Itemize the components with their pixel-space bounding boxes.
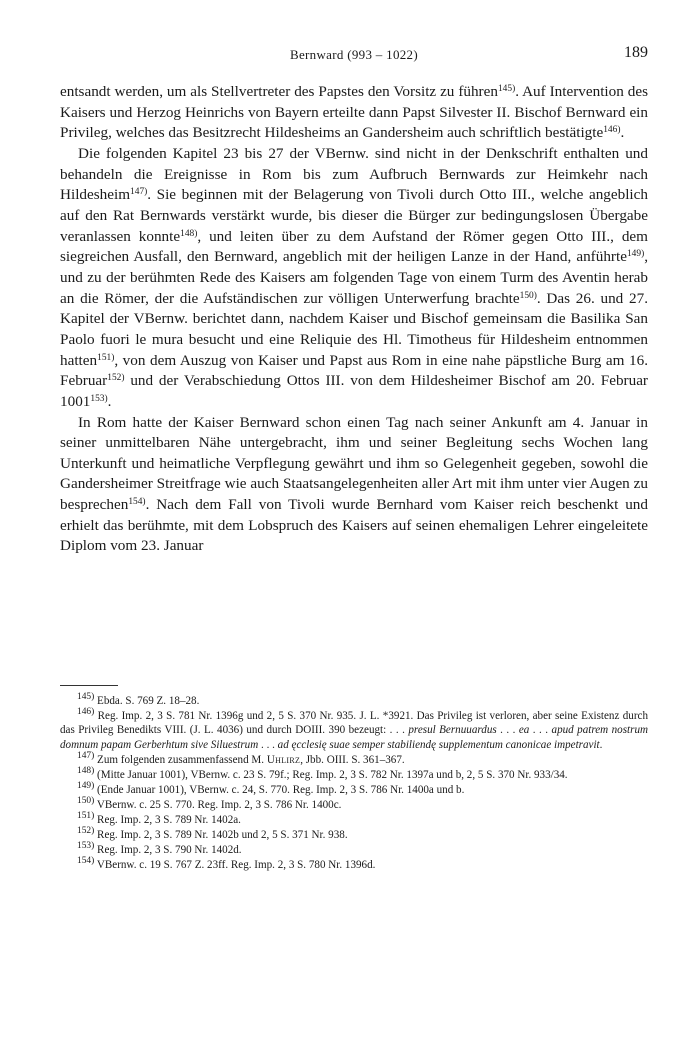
body-paragraph xyxy=(60,82,648,144)
running-title: Bernward (993 – 1022) xyxy=(290,47,418,62)
text-run: Reg. Imp. 2, 3 S. 789 Nr. 1402b und 2, 5 S. 371 Nr. 938. xyxy=(94,828,348,841)
text-run: , von dem Auszug von Kaiser und Papst aus Rom in eine nahe päpstliche Burg am 16. Februar xyxy=(60,351,648,390)
text-run: VBernw. c. 25 S. 770. Reg. Imp. 2, 3 S. 786 Nr. 1400c. xyxy=(94,798,342,811)
footnote-reference: 152) xyxy=(107,373,125,384)
italic-quotation: presul Bernuuardus xyxy=(408,724,497,737)
text-run: und der Verabschiedung Ottos III. von dem Hildesheimer Bischof am 20. Februar 1001 xyxy=(60,372,648,410)
main-text xyxy=(60,82,648,557)
text-run: VBernw. c. 19 S. 767 Z. 23ff. Reg. Imp. 2, 3 S. 780 Nr. 1396d. xyxy=(94,858,376,871)
footnote-number: 154) xyxy=(77,855,95,866)
text-run: . xyxy=(107,392,112,410)
footnote xyxy=(60,765,648,782)
text-run: Die folgenden Kapitel 23 bis 27 der VBernw. sind nicht in der Denkschrift enthalten und behandeln die Ereignisse in Rom bis zum Aufbruch Bernwards zur Heimkehr nach Hildesheim xyxy=(60,144,648,204)
footnote xyxy=(60,691,648,708)
footnote xyxy=(60,706,649,752)
text-run: . . . xyxy=(258,738,278,751)
author-name: Uhlirz xyxy=(266,753,301,766)
footnote-number: 150) xyxy=(77,795,95,806)
text-run: . . . xyxy=(496,724,519,737)
text-run: Reg. Imp. 2, 3 S. 781 Nr. 1396g und 2, 5 S. 370 Nr. 935. J. L. *3921. Das Privileg ist verloren, aber seine Existenz durch das Privileg Benedikts VIII. (J. L. 4036) und durch DOIII. 390 bezeugt: . . . xyxy=(60,710,648,737)
text-run: Reg. Imp. 2, 3 S. 790 Nr. 1402d. xyxy=(94,843,242,856)
text-run: . Auf Intervention des Kaisers und Herzog Heinrichs von Bayern erteilte dann Papst Silvester II. Bischof Bernward ein Privileg, welches das Besitzrecht Hildesheims an Gandersheim auch schriftlich bestätigte xyxy=(60,83,648,142)
running-header xyxy=(60,44,648,66)
italic-quotation: ad ęcclesię suae semper stabiliendę supplementum canonicae impetravit xyxy=(277,738,600,751)
body-paragraph xyxy=(60,413,648,558)
text-run: (Mitte Januar 1001), VBernw. c. 23 S. 79f.; Reg. Imp. 2, 3 S. 782 Nr. 1397a und b, 2, 5 S. 370 Nr. 933/34. xyxy=(94,768,568,781)
footnote xyxy=(60,750,648,767)
text-run: , Jbb. OIII. S. 361–367. xyxy=(300,753,405,766)
footnote-number: 147) xyxy=(77,750,95,761)
footnote-number: 148) xyxy=(77,765,95,776)
footnote xyxy=(60,780,648,797)
footnote-reference: 154) xyxy=(128,496,146,507)
text-run: entsandt werden, um als Stellvertreter des Papstes den Vorsitz zu führen xyxy=(60,83,498,100)
text-run: , und zu der berühmten Rede des Kaisers am folgenden Tage von einem Turm des Aventin herab an die Römer, der die Aufständischen zur völligen Unterwerfung brachte xyxy=(60,248,648,307)
footnote xyxy=(60,855,648,872)
footnote-reference: 146) xyxy=(603,125,621,136)
text-run: , und leiten über zu dem Aufstand der Römer gegen Otto III., dem siegreichen Ausfall, den Bernward, angeblich mit der heiligen Lanze in der Hand, anführte xyxy=(60,227,648,266)
text-run: Zum folgenden zusammenfassend M. xyxy=(94,753,267,766)
footnote-reference: 149) xyxy=(626,249,645,260)
footnotes xyxy=(60,691,649,873)
footnote-number: 149) xyxy=(77,780,95,791)
footnote-reference: 151) xyxy=(97,352,115,363)
footnote xyxy=(60,810,648,827)
footnote-number: 151) xyxy=(77,810,95,821)
page-number: 189 xyxy=(624,44,648,61)
footnote-reference: 148) xyxy=(180,228,198,239)
text-run: . . . xyxy=(529,724,552,737)
footnote-reference: 147) xyxy=(130,187,148,198)
footnote-reference: 145) xyxy=(497,83,516,94)
footnote-separator xyxy=(60,685,118,686)
text-run: Ebda. S. 769 Z. 18–28. xyxy=(94,695,200,707)
footnote-number: 145) xyxy=(77,691,95,702)
text-run: (Ende Januar 1001), VBernw. c. 24, S. 770. Reg. Imp. 2, 3 S. 786 Nr. 1400a und b. xyxy=(94,783,465,796)
text-run: Reg. Imp. 2, 3 S. 789 Nr. 1402a. xyxy=(94,813,241,826)
footnote-reference: 150) xyxy=(519,290,537,301)
text-run: . Nach dem Fall von Tivoli wurde Bernhard vom Kaiser reich beschenkt und erhielt das berühmte, mit dem Lobspruch des Kaisers auf seinen ehemaligen Lehrer eingeleitete Diplom vom 23. Januar xyxy=(60,496,648,555)
italic-quotation: ea xyxy=(518,724,530,737)
footnote xyxy=(60,840,648,857)
text-run: . Sie beginnen mit der Belagerung von Tivoli durch Otto III., welche angeblich auf den Rat Bernwards verstärkt wurde, bis dieser die Bürger zur bedingungslosen Übergabe veranlassen konnte xyxy=(60,186,648,245)
text-run: In Rom hatte der Kaiser Bernward schon einen Tag nach seiner Ankunft am 4. Januar in seiner unmittelbaren Nähe untergebracht, ihm und seiner Begleitung sechs Wochen lang Unterkunft und heimatliche Verpflegung gewährt und ihm so Gelegenheit gegeben, sowohl die Gandersheimer Streitfrage wie auch Staatsangelegenheiten aller Art mit ihm unter vier Augen zu besprechen xyxy=(60,413,648,514)
body-paragraph xyxy=(60,144,648,413)
footnote-reference: 153) xyxy=(90,393,108,404)
italic-quotation: apud patrem nostrum domnum papam Gerberhtum sive Siluestrum xyxy=(60,724,649,751)
footnote xyxy=(60,795,648,812)
text-run: . xyxy=(599,738,603,751)
text-run: . xyxy=(620,124,625,142)
footnote-number: 146) xyxy=(77,706,95,717)
footnote-number: 152) xyxy=(77,825,95,836)
footnote-number: 153) xyxy=(77,840,95,851)
text-run: . Das 26. und 27. Kapitel der VBernw. berichtet dann, nachdem Kaiser und Bischof gemeinsam die Basilika San Paolo fuori le mura besucht und eine Reliquie des Hl. Timotheus für Hildesheim entnommen hatten xyxy=(60,289,648,369)
footnote xyxy=(60,825,648,842)
